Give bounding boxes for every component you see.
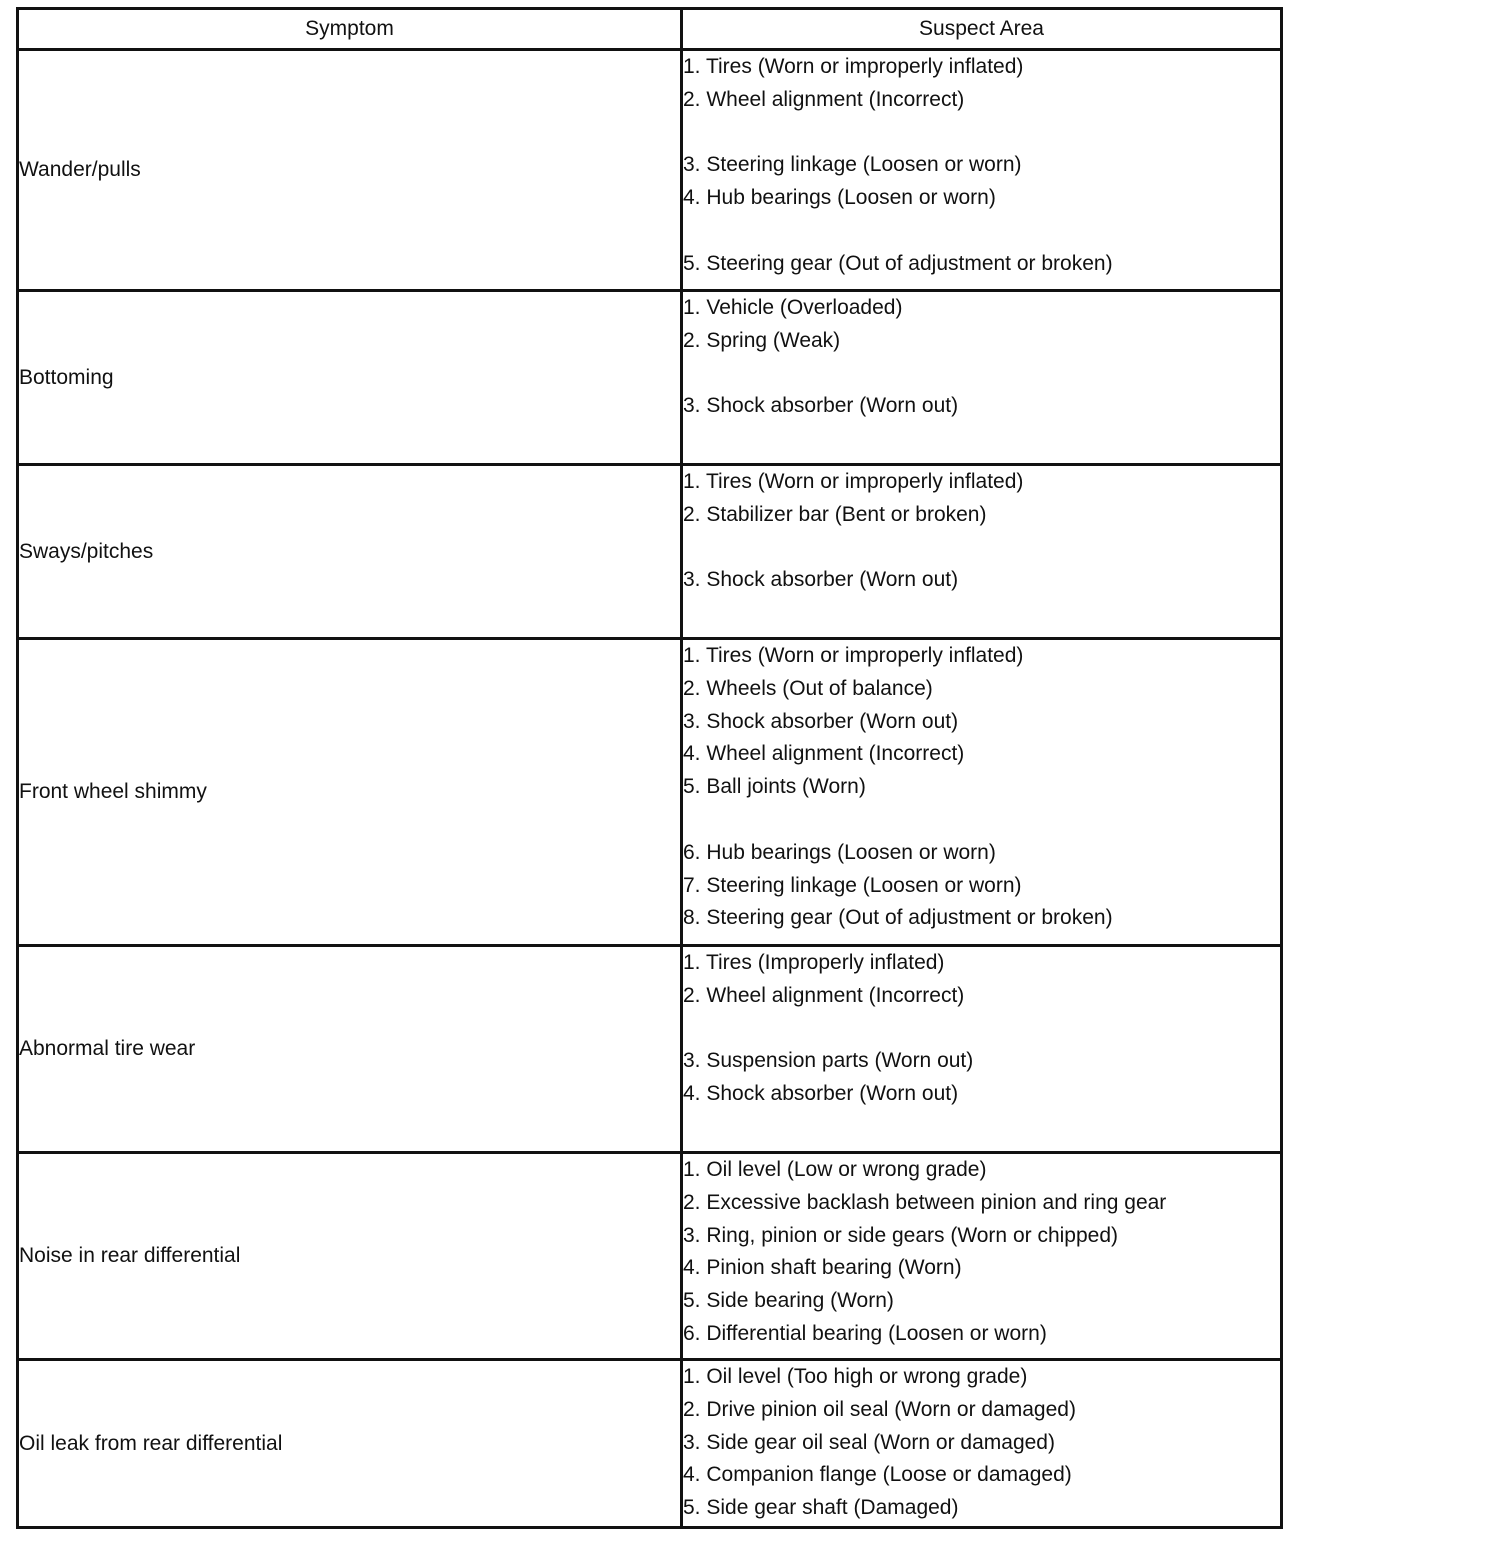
suspect-item: 1. Tires (Worn or improperly inflated) [683,644,1024,667]
suspect-area-cell [682,50,1282,291]
suspect-item: 3. Suspension parts (Worn out) [683,1049,974,1073]
suspect-item: 1. Tires (Worn or improperly inflated) [683,55,1024,78]
symptom-cell: Sways/pitches [18,465,682,639]
suspect-area-cell [682,465,1282,639]
spacer [683,117,1280,150]
suspect-item: 8. Steering gear (Out of adjustment or broken) [683,906,1113,930]
suspect-item: 6. Differential bearing (Loosen or worn) [683,1321,1047,1345]
suspect-item: 2. Wheel alignment (Incorrect) [683,983,965,1007]
suspect-item: 5. Side bearing (Worn) [683,1289,894,1313]
table-row [18,291,1282,465]
header-suspect-area: Suspect Area [682,9,1282,50]
suspect-item: 3. Shock absorber (Worn out) [683,709,959,733]
suspect-area-cell [682,1360,1282,1528]
suspect-item: 2. Wheel alignment (Incorrect) [683,87,965,111]
suspect-item: 2. Stabilizer bar (Bent or broken) [683,502,987,526]
table-row [18,50,1282,291]
suspect-item: 2. Excessive backlash between pinion and ring gear [683,1190,1167,1214]
table-row [18,639,1282,946]
table-row [18,1153,1282,1360]
suspect-item: 3. Shock absorber (Worn out) [683,394,959,418]
suspect-item: 2. Drive pinion oil seal (Worn or damaged) [683,1397,1076,1421]
suspect-item: 3. Steering linkage (Loosen or worn) [683,153,1022,177]
suspect-item: 5. Steering gear (Out of adjustment or broken) [683,251,1113,275]
suspect-item: 7. Steering linkage (Loosen or worn) [683,873,1022,897]
spacer [683,1013,1280,1046]
symptom-cell: Noise in rear differential [18,1153,682,1360]
suspect-item: 4. Pinion shaft bearing (Worn) [683,1256,962,1280]
suspect-item: 4. Hub bearings (Loosen or worn) [683,186,996,210]
suspect-item: 1. Oil level (Low or wrong grade) [683,1158,987,1181]
suspect-area-cell [682,946,1282,1153]
suspect-item: 1. Oil level (Too high or wrong grade) [683,1365,1028,1388]
symptom-cell: Front wheel shimmy [18,639,682,946]
suspect-item: 4. Shock absorber (Worn out) [683,1082,959,1106]
symptom-cell: Oil leak from rear differential [18,1360,682,1528]
table-row [18,465,1282,639]
symptom-cell: Abnormal tire wear [18,946,682,1153]
spacer [683,532,1280,565]
suspect-item: 1. Tires (Improperly inflated) [683,951,945,974]
suspect-item: 3. Shock absorber (Worn out) [683,568,959,592]
spacer [683,804,1280,837]
suspect-item: 6. Hub bearings (Loosen or worn) [683,840,996,864]
suspect-item: 5. Ball joints (Worn) [683,775,866,799]
spacer [683,358,1280,391]
suspect-item: 4. Wheel alignment (Incorrect) [683,742,965,766]
header-row [18,9,1282,50]
suspect-area-cell [682,291,1282,465]
suspect-item: 1. Vehicle (Overloaded) [683,296,903,319]
symptom-cell: Bottoming [18,291,682,465]
suspect-item: 5. Side gear shaft (Damaged) [683,1496,959,1520]
suspect-item: 1. Tires (Worn or improperly inflated) [683,470,1024,493]
suspect-item: 3. Ring, pinion or side gears (Worn or chipped) [683,1223,1119,1247]
suspect-area-cell [682,639,1282,946]
suspect-area-cell [682,1153,1282,1360]
suspect-item: 4. Companion flange (Loose or damaged) [683,1463,1072,1487]
table-row [18,946,1282,1153]
header-symptom: Symptom [18,9,682,50]
suspect-item: 2. Wheels (Out of balance) [683,676,933,700]
symptom-cell: Wander/pulls [18,50,682,291]
troubleshooting-table [16,7,1283,1529]
suspect-item: 2. Spring (Weak) [683,328,841,352]
spacer [683,215,1280,248]
suspect-item: 3. Side gear oil seal (Worn or damaged) [683,1430,1055,1454]
table-row [18,1360,1282,1528]
